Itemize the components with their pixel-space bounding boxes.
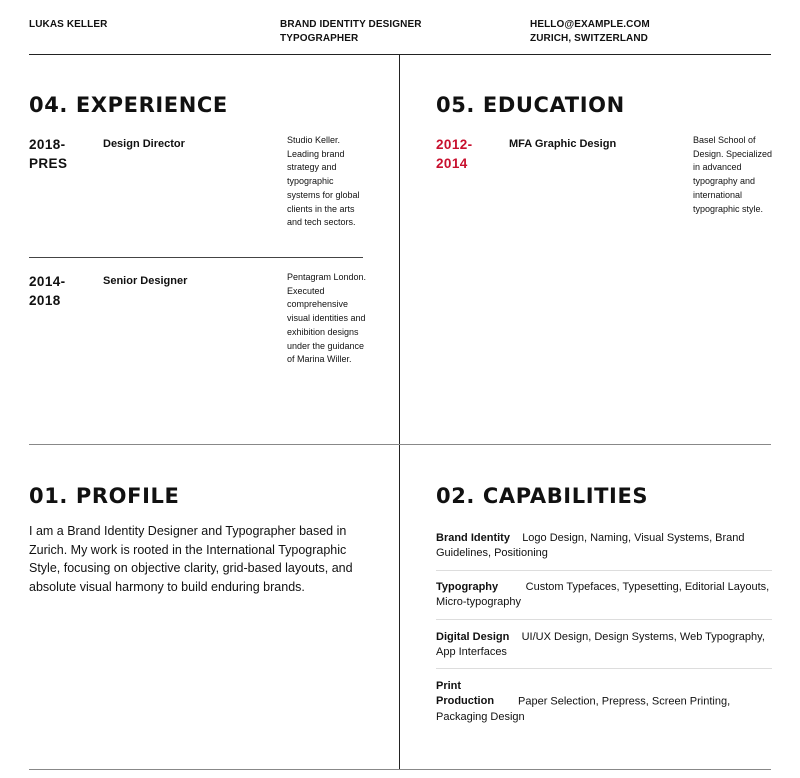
capability-skills: Logo Design, Naming, Visual Systems, Brand Guidelines, Positioning	[436, 532, 745, 560]
experience-role: Design Director	[103, 138, 185, 150]
education-degree: MFA Graphic Design	[509, 138, 617, 150]
header-name	[29, 18, 107, 32]
profile-text: I am a Brand Identity Designer and Typographer based in Zurich. My work is rooted in the International Typographic Style, focusing on objective clarity, grid-based layouts, and absolute visual harmony to build enduring brands.	[29, 524, 353, 594]
year-end: 2018	[29, 293, 61, 308]
row-divider	[29, 444, 771, 445]
experience-heading: 04. EXPERIENCE	[29, 93, 228, 117]
capability-row	[436, 531, 770, 562]
year-start: 2018-	[29, 137, 66, 152]
experience-year	[29, 272, 66, 310]
capability-category: Print Production	[436, 680, 495, 708]
capability-category: Brand Identity	[436, 532, 510, 544]
email-text: HELLO@EXAMPLE.COM	[530, 19, 650, 30]
experience-description: Pentagram London. Executed comprehensive visual identities and exhibition designs under the guidance of Marina Willer.	[287, 272, 367, 365]
column-divider	[399, 55, 400, 770]
year-start: 2012-	[436, 137, 473, 152]
job-title-line-2: TYPOGRAPHER	[280, 33, 359, 44]
education-description: Basel School of Design. Specialized in advanced typography and international typographic style.	[693, 135, 773, 214]
capability-row	[436, 679, 736, 725]
header-title	[280, 18, 422, 46]
capabilities-heading: 02. CAPABILITIES	[436, 484, 649, 508]
capability-skills: Custom Typefaces, Typesetting, Editorial Layouts, Micro-typography	[436, 581, 770, 609]
header-divider	[29, 54, 771, 55]
experience-year	[29, 135, 67, 173]
capability-row	[436, 630, 770, 661]
experience-role: Senior Designer	[103, 275, 188, 287]
capability-skills: Paper Selection, Prepress, Screen Printing, Packaging Design	[436, 695, 731, 723]
experience-entry-divider	[29, 257, 363, 258]
name-text: LUKAS KELLER	[29, 19, 108, 30]
education-heading: 05. EDUCATION	[436, 93, 625, 117]
header-contact	[530, 18, 650, 46]
capability-row	[436, 580, 770, 611]
year-end: PRES	[29, 156, 68, 171]
footer-divider	[29, 769, 771, 770]
location-text: ZURICH, SWITZERLAND	[530, 33, 648, 44]
capability-divider	[436, 619, 772, 620]
profile-heading: 01. PROFILE	[29, 484, 180, 508]
job-title-line-1: BRAND IDENTITY DESIGNER	[280, 19, 422, 30]
education-year	[436, 135, 473, 173]
capability-category: Digital Design	[436, 631, 510, 643]
year-start: 2014-	[29, 274, 66, 289]
capability-category: Typography	[436, 581, 499, 593]
capability-divider	[436, 570, 772, 571]
capability-skills: UI/UX Design, Design Systems, Web Typography, App Interfaces	[436, 631, 765, 659]
year-end: 2014	[436, 156, 468, 171]
experience-description: Studio Keller. Leading brand strategy and typographic systems for global clients in the arts and tech sectors.	[287, 135, 360, 228]
capability-divider	[436, 668, 772, 669]
